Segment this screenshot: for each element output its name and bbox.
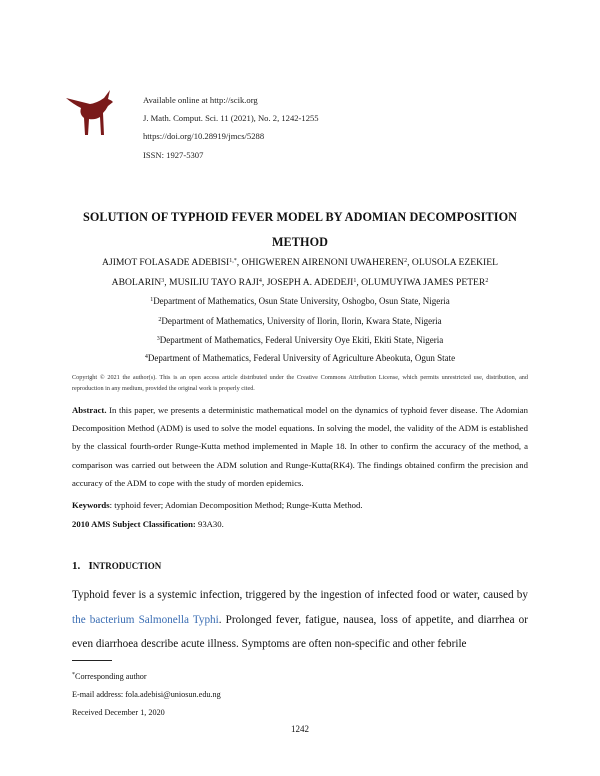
footnote-text: Corresponding author xyxy=(75,672,147,681)
author-name: AJIMOT FOLASADE ADEBISI xyxy=(102,257,230,268)
ams-code: 93A30. xyxy=(195,519,224,529)
affiliation-3 xyxy=(20,335,580,345)
affiliation-4 xyxy=(20,353,580,363)
journal-doi[interactable]: https://doi.org/10.28919/jmcs/5288 xyxy=(143,131,265,141)
author-name: , OLUMUYIWA JAMES PETER xyxy=(356,277,486,288)
section-title-rest: NTRODUCTION xyxy=(92,561,162,571)
affiliation-2 xyxy=(20,316,580,326)
affiliation-text: Department of Mathematics, Federal University of Agriculture Abeokuta, Ogun State xyxy=(147,353,456,363)
affiliation-mark: 1 xyxy=(150,297,154,303)
footnote-divider xyxy=(72,660,112,661)
affiliation-mark: 4 xyxy=(144,354,148,360)
footnote-corresponding xyxy=(72,672,147,681)
affiliation-mark: 2 xyxy=(158,317,162,323)
ams-classification xyxy=(72,519,528,529)
intro-text: Typhoid fever is a systemic infection, triggered by the ingestion of infected food or water, caused by xyxy=(72,589,528,601)
authors-line-2 xyxy=(20,277,580,288)
keywords-text: : typhoid fever; Adomian Decomposition Method; Runge-Kutta Method. xyxy=(109,500,363,510)
abstract-label: Abstract. xyxy=(72,405,107,415)
keywords-label: Keywords xyxy=(72,500,110,510)
footnote-email: E-mail address: fola.adebisi@uniosun.edu.ng xyxy=(72,690,221,699)
paper-title-line-1: SOLUTION OF TYPHOID FEVER MODEL BY ADOMIAN DECOMPOSITION xyxy=(82,210,518,224)
author-name: , JOSEPH A. ADEDEJI xyxy=(261,277,354,288)
intro-link[interactable]: the bacterium Salmonella Typhi xyxy=(72,613,219,626)
abstract-text: In this paper, we presents a deterministic mathematical model on the dynamics of typhoid fever disease. The Adomian Decomposition Method (ADM) is used to solve the model equations. In solving the model, the validity of the ADM is established by the classical fourth-order Runge-Kutta method implemented in Maple 18. In other to confirm the accuracy of the method, a comparison was carried out between the ADM solution and Runge-Kutta(RK4). The findings obtained confirm the precision and accuracy of the ADM to cope with the study of morden epidemics. xyxy=(72,405,528,488)
keywords xyxy=(72,500,528,510)
author-name: , OLUSOLA EZEKIEL xyxy=(407,257,498,268)
author-affil-mark: 1 xyxy=(353,278,357,284)
footnote-received: Received December 1, 2020 xyxy=(72,708,165,717)
author-name: , MUSILIU TAYO RAJI xyxy=(164,277,259,288)
author-affil-mark: 1,* xyxy=(229,258,237,264)
journal-logo-icon xyxy=(64,88,122,136)
section-number: 1. xyxy=(72,560,81,572)
footnote-mark: * xyxy=(72,672,75,678)
paper-title-line-2: METHOD xyxy=(271,235,329,249)
affiliation-text: Department of Mathematics, Federal University Oye Ekiti, Ekiti State, Nigeria xyxy=(159,335,444,345)
author-affil-mark: 2 xyxy=(485,278,489,284)
author-affil-mark: 4 xyxy=(258,278,262,284)
intro-text: . Prolonged fever, fatigue, nausea, loss of appetite, and diarrhea or even diarrhoea describe acute illness. Symptoms are often non-specific and other febrile xyxy=(72,613,528,650)
affiliation-text: Department of Mathematics, Osun State University, Oshogbo, Osun State, Nigeria xyxy=(153,296,450,306)
journal-issn: ISSN: 1927-5307 xyxy=(143,150,204,160)
copyright-notice: Copyright © 2021 the author(s). This is an open access article distributed under the Creative Commons Attribution License, which permits unrestricted use, distribution, and reproduction in any medium, provided the original work is properly cited. xyxy=(72,374,528,392)
abstract xyxy=(72,401,528,492)
ams-label: 2010 AMS Subject Classification: xyxy=(72,519,196,529)
author-name: ABOLARIN xyxy=(111,277,162,288)
intro-paragraph xyxy=(72,583,528,657)
journal-citation: J. Math. Comput. Sci. 11 (2021), No. 2, 1242-1255 xyxy=(143,113,319,123)
affiliation-mark: 3 xyxy=(156,336,160,342)
authors-line-1 xyxy=(20,257,580,268)
affiliation-1 xyxy=(20,296,580,306)
author-name: , OHIGWEREN AIRENONI UWAHEREN xyxy=(236,257,405,268)
affiliation-text: Department of Mathematics, University of Ilorin, Ilorin, Kwara State, Nigeria xyxy=(161,316,442,326)
section-heading xyxy=(72,560,161,572)
author-affil-mark: 2 xyxy=(404,258,408,264)
journal-availability: Available online at http://scik.org xyxy=(143,95,258,105)
section-title-initial: I xyxy=(88,560,93,572)
page-number: 1242 xyxy=(291,724,309,734)
author-affil-mark: 3 xyxy=(161,278,165,284)
